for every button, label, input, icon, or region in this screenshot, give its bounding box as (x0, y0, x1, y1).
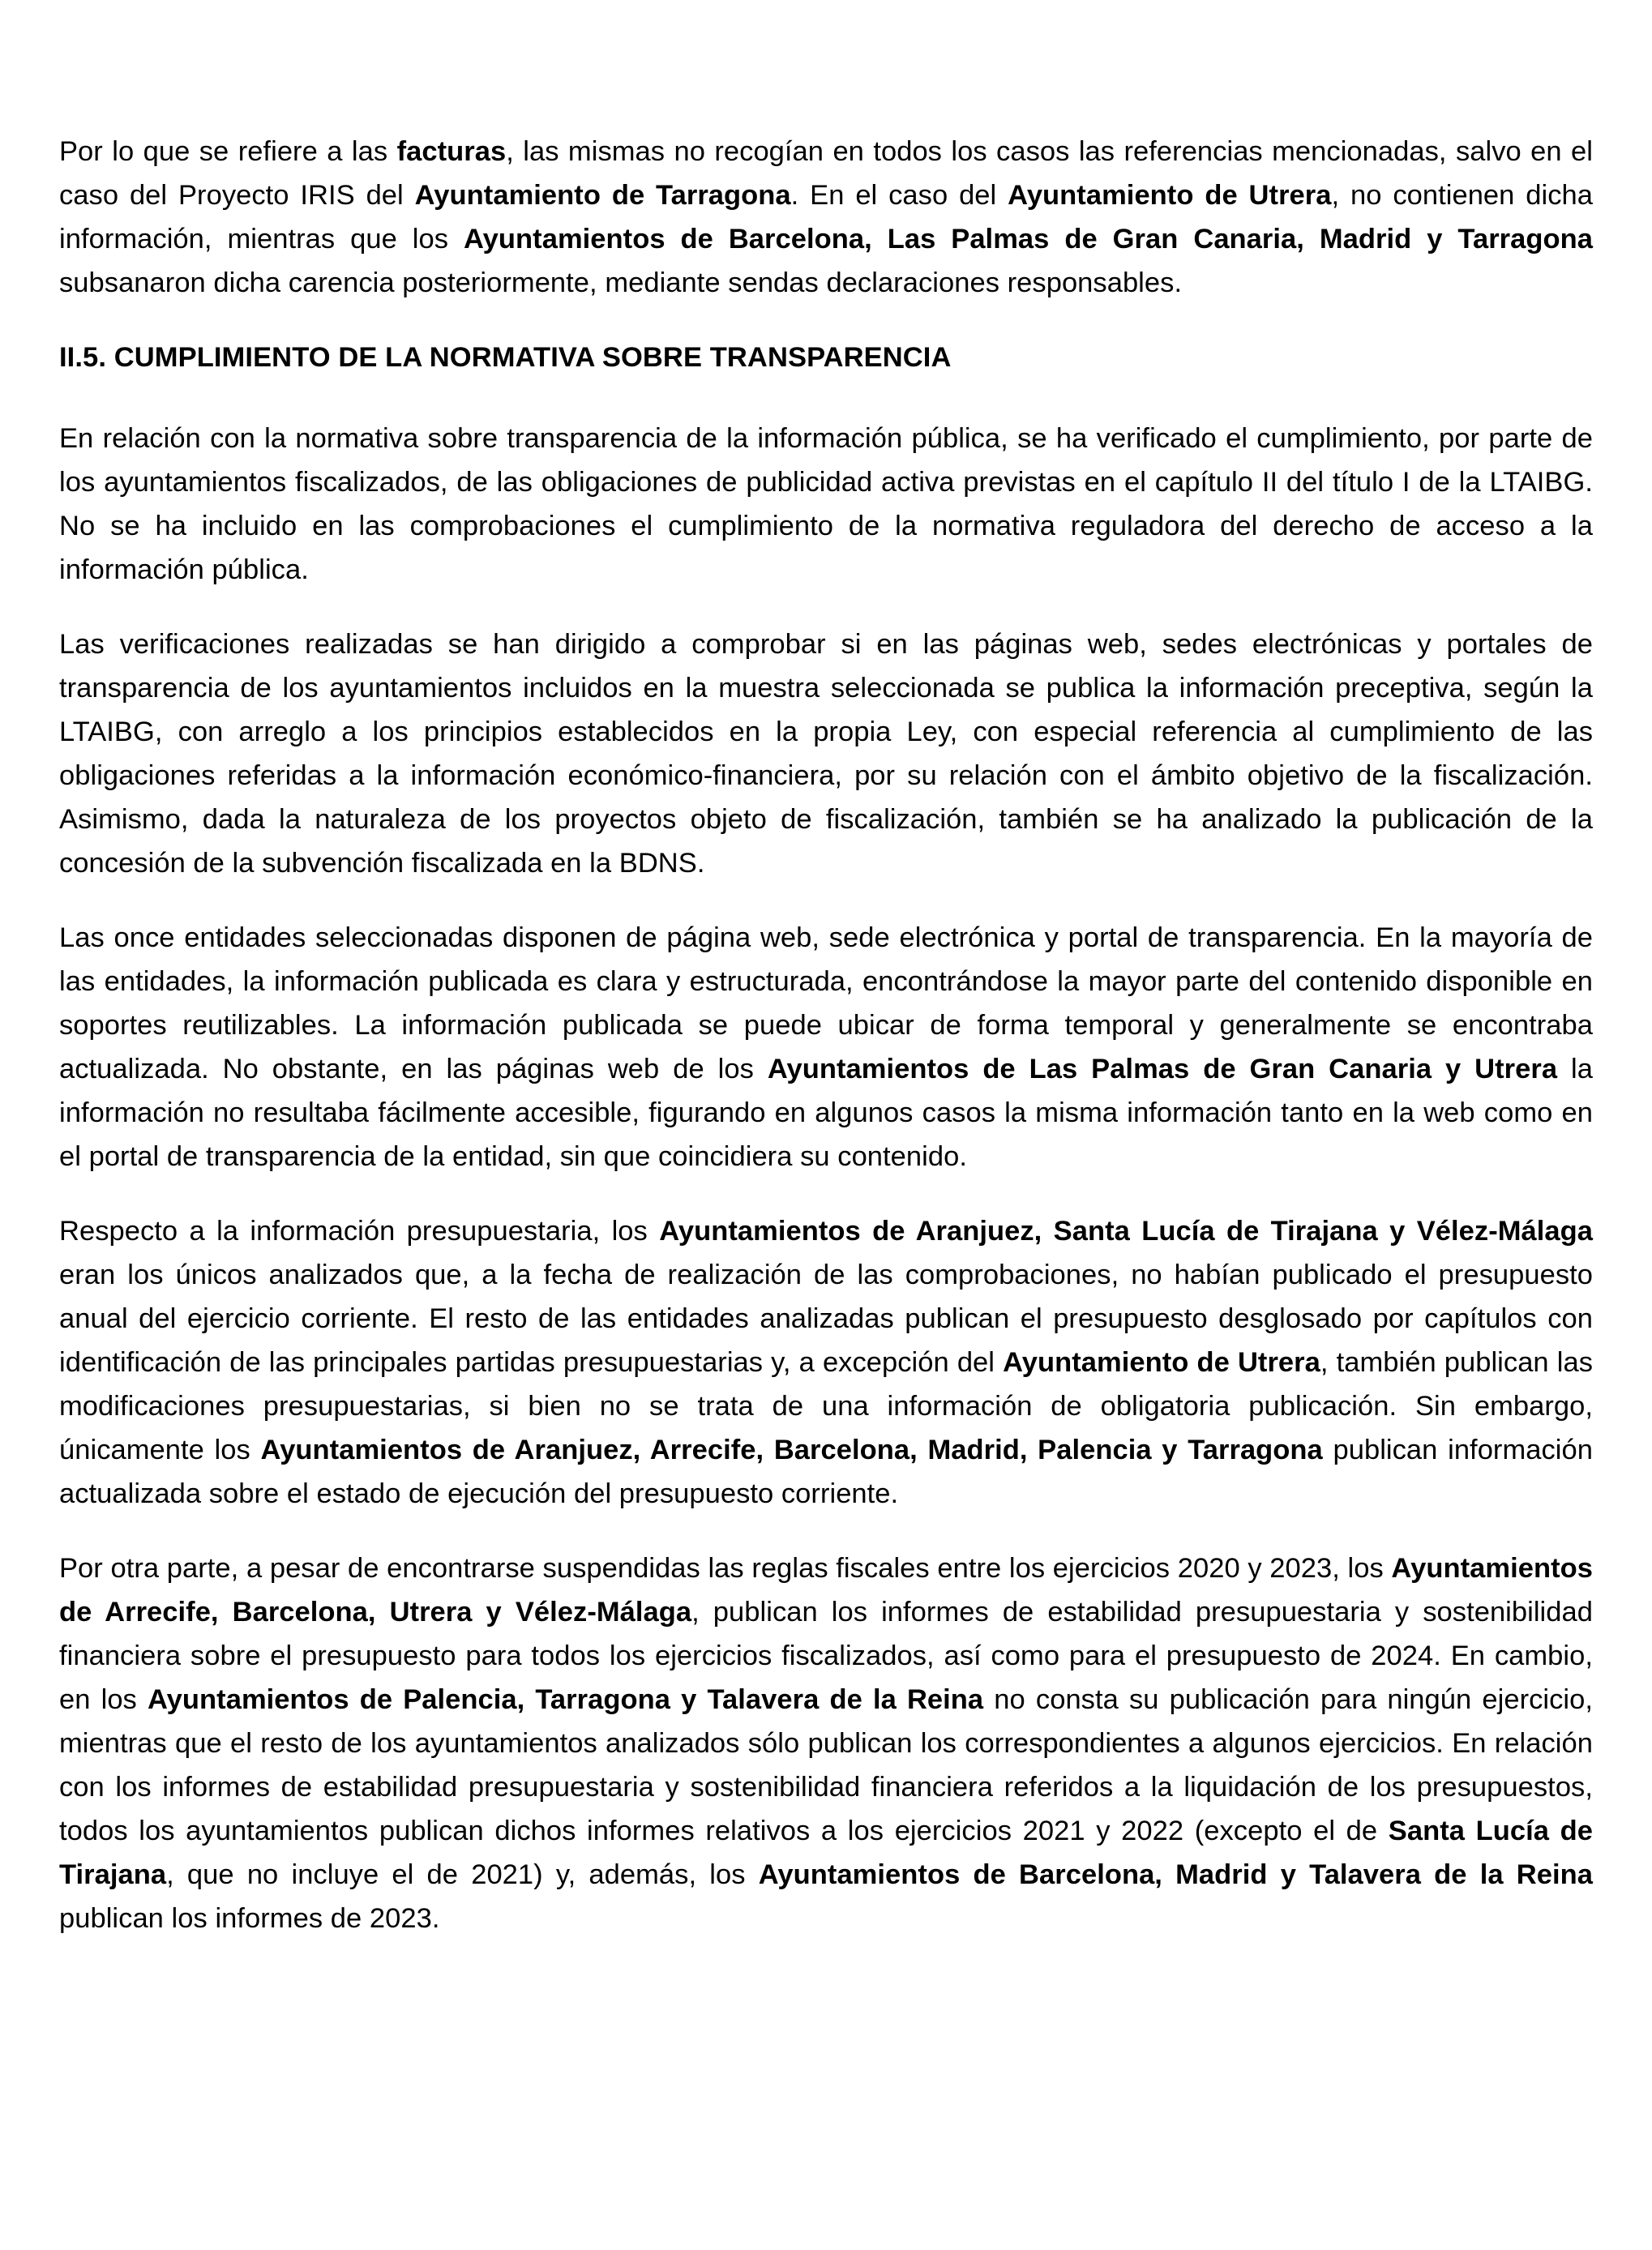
emphasis-text: Ayuntamiento de Utrera (1003, 1347, 1320, 1378)
paragraph-once-entidades: Las once entidades seleccionadas disponen de página web, sede electrónica y portal de transparencia. En la mayoría de las entidades, la información publicada es clara y estructurada, encontrándose la mayor parte del contenido disponible en soportes reutilizables. La información publicada se puede ubicar de forma temporal y generalmente se encontraba actualizada. No obstante, en las páginas web de los Ayuntamientos de Las Palmas de Gran Canaria y Utrera la información no resultaba fácilmente accesible, figurando en algunos casos la misma información tanto en la web como en el portal de transparencia de la entidad, sin que coincidiera su contenido. (59, 922, 1593, 1172)
document-body (59, 130, 1593, 1940)
emphasis-text: Ayuntamiento de Utrera (1008, 180, 1332, 211)
emphasis-text: Ayuntamientos de Aranjuez, Santa Lucía de Tirajana y Vélez-Málaga (659, 1216, 1593, 1247)
emphasis-text: Ayuntamientos de Palencia, Tarragona y Talavera de la Reina (148, 1684, 984, 1715)
paragraph-informacion-presupuestaria: Respecto a la información presupuestaria, los Ayuntamientos de Aranjuez, Santa Lucía de Tirajana y Vélez-Málaga eran los únicos analizados que, a la fecha de realización de las comprobaciones, no habían publicado el presupuesto anual del ejercicio corriente. El resto de las entidades analizadas publican el presupuesto desglosado por capítulos con identificación de las principales partidas presupuestarias y, a excepción del Ayuntamiento de Utrera, también publican las modificaciones presupuestarias, si bien no se trata de una información de obligatoria publicación. Sin embargo, únicamente los Ayuntamientos de Aranjuez, Arrecife, Barcelona, Madrid, Palencia y Tarragona publican información actualizada sobre el estado de ejecución del presupuesto corriente. (59, 1216, 1593, 1509)
emphasis-text: Ayuntamientos de Barcelona, Madrid y Talavera de la Reina (758, 1859, 1593, 1890)
paragraph-facturas: Por lo que se refiere a las facturas, las mismas no recogían en todos los casos las referencias mencionadas, salvo en el caso del Proyecto IRIS del Ayuntamiento de Tarragona. En el caso del Ayuntamiento de Utrera, no contienen dicha información, mientras que los Ayuntamientos de Barcelona, Las Palmas de Gran Canaria, Madrid y Tarragona subsanaron dicha carencia posteriormente, mediante sendas declaraciones responsables. (59, 136, 1594, 298)
emphasis-text: Ayuntamientos de Las Palmas de Gran Canaria y Utrera (767, 1054, 1558, 1084)
emphasis-text: Ayuntamientos de Aranjuez, Arrecife, Barcelona, Madrid, Palencia y Tarragona (260, 1435, 1323, 1465)
section-heading-transparencia: II.5. CUMPLIMIENTO DE LA NORMATIVA SOBRE TRANSPARENCIA (59, 342, 952, 373)
emphasis-text: Ayuntamiento de Tarragona (414, 180, 791, 211)
emphasis-text: Santa Lucía de Tirajana (59, 1816, 1593, 1890)
emphasis-text: Ayuntamientos de Barcelona, Las Palmas de Gran Canaria, Madrid y Tarragona (464, 224, 1593, 255)
emphasis-text: facturas (396, 136, 507, 167)
emphasis-text: Ayuntamientos de Arrecife, Barcelona, Utrera y Vélez-Málaga (59, 1553, 1593, 1628)
paragraph-verificaciones: Las verificaciones realizadas se han dirigido a comprobar si en las páginas web, sedes electrónicas y portales de transparencia de los ayuntamientos incluidos en la muestra seleccionada se publica la información preceptiva, según la LTAIBG, con arreglo a los principios establecidos en la propia Ley, con especial referencia al cumplimiento de las obligaciones referidas a la información económico-financiera, por su relación con el ámbito objetivo de la fiscalización. Asimismo, dada la naturaleza de los proyectos objeto de fiscalización, también se ha analizado la publicación de la concesión de la subvención fiscalizada en la BDNS. (59, 629, 1593, 879)
paragraph-transparencia-intro: En relación con la normativa sobre transparencia de la información pública, se ha verificado el cumplimiento, por parte de los ayuntamientos fiscalizados, de las obligaciones de publicidad activa previstas en el capítulo II del título I de la LTAIBG. No se ha incluido en las comprobaciones el cumplimiento de la normativa reguladora del derecho de acceso a la información pública. (59, 423, 1593, 585)
paragraph-reglas-fiscales: Por otra parte, a pesar de encontrarse suspendidas las reglas fiscales entre los ejercicios 2020 y 2023, los Ayuntamientos de Arrecife, Barcelona, Utrera y Vélez-Málaga, publican los informes de estabilidad presupuestaria y sostenibilidad financiera sobre el presupuesto para todos los ejercicios fiscalizados, así como para el presupuesto de 2024. En cambio, en los Ayuntamientos de Palencia, Tarragona y Talavera de la Reina no consta su publicación para ningún ejercicio, mientras que el resto de los ayuntamientos analizados sólo publican los correspondientes a algunos ejercicios. En relación con los informes de estabilidad presupuestaria y sostenibilidad financiera referidos a la liquidación de los presupuestos, todos los ayuntamientos publican dichos informes relativos a los ejercicios 2021 y 2022 (excepto el de Santa Lucía de Tirajana, que no incluye el de 2021) y, además, los Ayuntamientos de Barcelona, Madrid y Talavera de la Reina publican los informes de 2023. (59, 1553, 1594, 1934)
